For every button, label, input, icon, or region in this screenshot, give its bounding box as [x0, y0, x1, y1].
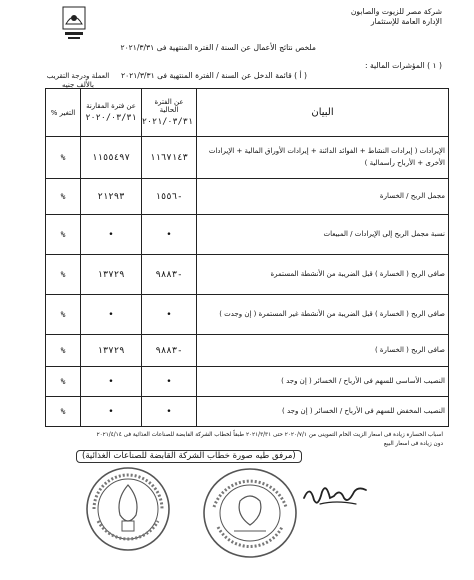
company-name: شركة مصر للزيوت والصابون	[350, 7, 442, 16]
table-row	[46, 137, 449, 179]
change-value: %	[46, 397, 81, 427]
department-name: الإدارة العامة للإستثمار	[370, 17, 442, 26]
change-value: %	[46, 179, 81, 215]
current-value: •	[142, 367, 197, 397]
row-label: النصيب الأساسى للسهم فى الأرباح / الخسائر ( إن وجد )	[197, 367, 449, 397]
change-value: %	[46, 255, 81, 295]
table-row	[46, 295, 449, 335]
current-value: ١٥٥٦-	[142, 179, 197, 215]
current-value: ١١٦٧١٤٣	[142, 137, 197, 179]
column-header-current: عن الفترة الحالية ٢٠٢١/٠٣/٣١	[142, 89, 197, 137]
row-label: نسبة مجمل الربح إلى الإيرادات / المبيعات	[197, 215, 449, 255]
loss-reason-note-continued: دون زيادة فى اسعار البيع	[383, 441, 443, 447]
comparative-period-date: ٢٠٢٠/٠٣/٣١	[85, 113, 137, 123]
current-value: •	[142, 397, 197, 427]
change-value: %	[46, 215, 81, 255]
round-company-seal	[84, 465, 172, 553]
comparative-value: ١١٥٥٤٩٧	[81, 137, 142, 179]
row-label: صافى الربح ( الخسارة ) قبل الضريبة من الأنشطة غير المستمرة ( إن وجدت )	[197, 295, 449, 335]
comparative-value: •	[81, 215, 142, 255]
column-header-comparative: عن فترة المقارنة ٢٠٢٠/٠٣/٣١	[81, 89, 142, 137]
row-label: مجمل الربح / الخسارة	[197, 179, 449, 215]
comparative-value: •	[81, 397, 142, 427]
row-label: الإيرادات ( إيرادات النشاط + الفوائد الدائنة + إيرادات الأوراق المالية + الإيرادات الأخرى + الأرباح رأسمالية )	[197, 137, 449, 179]
row-label: صافى الربح ( الخسارة ) قبل الضريبة من الأنشطة المستمرة	[197, 255, 449, 295]
comparative-value: •	[81, 295, 142, 335]
loss-reason-note: اسباب الخسارة زيادة فى اسعار الزيت الخام التموينى من ٢٠٢٠/٧/١ حتى ٢٠٢١/٣/٣١ طبقاً لخطاب الشركة القابضة للصناعات الغذائية فى ٢٠٢١/٤/١٤	[96, 432, 443, 438]
row-label: النصيب المخفض للسهم فى الأرباح / الخسائر ( إن وجد )	[197, 397, 449, 427]
row-label: صافى الربح ( الخسارة )	[197, 335, 449, 367]
table-row	[46, 397, 449, 427]
company-logo-icon	[60, 4, 88, 42]
change-value: %	[46, 137, 81, 179]
change-value: %	[46, 295, 81, 335]
change-value: %	[46, 335, 81, 367]
summary-title: ملخص نتائج الأعمال عن السنة / الفترة المنتهية فى ٢٠٢١/٣/٣١	[120, 43, 316, 52]
oval-company-seal	[200, 465, 300, 561]
income-statement-title: ( أ ) قائمة الدخل عن السنة / الفترة المنتهية فى ٢٠٢١/٣/٣١	[120, 71, 307, 80]
column-header-item: البيان	[197, 89, 449, 137]
comparative-value: ١٣٧٢٩	[81, 335, 142, 367]
table-row	[46, 335, 449, 367]
current-period-date: ٢٠٢١/٠٣/٣١	[141, 117, 193, 127]
table-row	[46, 179, 449, 215]
current-value: ٩٨٨٣-	[142, 335, 197, 367]
attachment-note: (مرفق طيه صورة خطاب الشركة القابضة للصناعات الغذائية)	[76, 450, 302, 463]
table-row	[46, 255, 449, 295]
column-header-change: التغير %	[46, 89, 81, 137]
current-value: •	[142, 295, 197, 335]
table-row	[46, 367, 449, 397]
comparative-value: ١٣٧٢٩	[81, 255, 142, 295]
indicators-title: ( ١ ) المؤشرات المالية :	[364, 61, 442, 70]
comparative-value: •	[81, 367, 142, 397]
table-row	[46, 215, 449, 255]
income-statement-table	[45, 88, 449, 427]
change-value: %	[46, 367, 81, 397]
current-value: •	[142, 215, 197, 255]
current-value: ٩٨٨٣-	[142, 255, 197, 295]
comparative-value: ٢١٢٩٣	[81, 179, 142, 215]
currency-note: العملة ودرجة التقريب بالألف جنيه	[46, 72, 110, 89]
handwritten-signature	[300, 478, 370, 510]
